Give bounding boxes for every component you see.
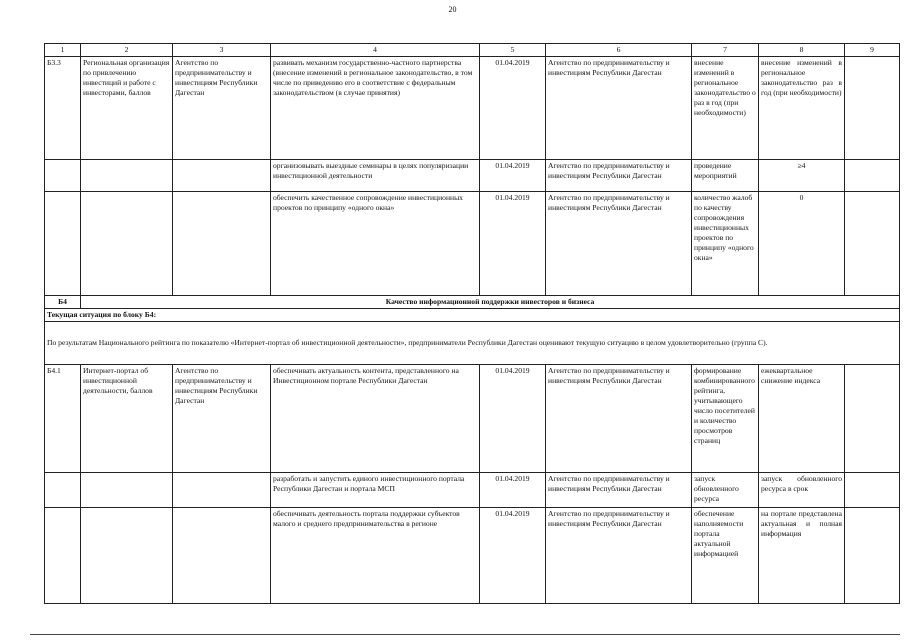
indicator-name: Региональная организация по привлечению инвестиций и работе с инвесторами, баллов [81, 57, 173, 160]
note-cell [845, 57, 900, 160]
table-row [45, 57, 900, 160]
result-indicator: количество жалоб по качеству сопровождения инвестиционных проектов по принципу «одного окна» [692, 192, 759, 296]
column-number-row [45, 44, 900, 57]
target-value: внесение изменений в региональное законодательство раз в год (при необходимости) [759, 57, 845, 160]
empty-cell [45, 192, 81, 296]
responsible-body: Агентство по предпринимательству и инвестициям Республики Дагестан [173, 57, 271, 160]
action-text: развивать механизм государственно-частного партнерства (внесение изменений в региональное законодательство, в том числе по приведению его в соответствие с федеральным законодательством (в случае принятия) [271, 57, 480, 160]
situation-label-row [45, 309, 900, 322]
result-indicator: проведение мероприятий [692, 160, 759, 192]
empty-cell [173, 473, 271, 508]
target-value: ≥4 [759, 160, 845, 192]
column-number: 2 [81, 44, 173, 57]
target-value: запуск обновленного ресурса в срок [759, 473, 845, 508]
table-row [45, 192, 900, 296]
action-text: организовывать выездные семинары в целях популяризации инвестиционной деятельности [271, 160, 480, 192]
column-number: 4 [271, 44, 480, 57]
empty-cell [45, 508, 81, 604]
empty-cell [173, 160, 271, 192]
note-cell [845, 192, 900, 296]
result-indicator: формирование комбинированного рейтинга, учитывающего число посетителей и количество просмотров страниц [692, 365, 759, 473]
empty-cell [173, 192, 271, 296]
block-code: Б4 [45, 296, 81, 309]
deadline-date: 01.04.2019 [480, 57, 546, 160]
situation-label: Текущая ситуация по блоку Б4: [45, 309, 900, 322]
empty-cell [81, 473, 173, 508]
indicator-code: Б3.3 [45, 57, 81, 160]
deadline-date: 01.04.2019 [480, 473, 546, 508]
table-row [45, 473, 900, 508]
note-cell [845, 508, 900, 604]
executor: Агентство по предпринимательству и инвестициям Республики Дагестан [546, 192, 692, 296]
column-number: 6 [546, 44, 692, 57]
responsible-body: Агентство по предпринимательству и инвестициям Республики Дагестан [173, 365, 271, 473]
executor: Агентство по предпринимательству и инвестициям Республики Дагестан [546, 57, 692, 160]
column-number: 3 [173, 44, 271, 57]
executor: Агентство по предпринимательству и инвестициям Республики Дагестан [546, 365, 692, 473]
situation-text: По результатам Национального рейтинга по показателю «Интернет-портал об инвестиционной деятельности», предприниматели Республики Дагестан оценивают текущую ситуацию в целом удовлетворительно (группа С). [45, 322, 900, 365]
note-cell [845, 473, 900, 508]
table-row [45, 365, 900, 473]
empty-cell [81, 508, 173, 604]
result-indicator: запуск обновленного ресурса [692, 473, 759, 508]
column-number: 5 [480, 44, 546, 57]
block-title-row [45, 296, 900, 309]
column-number: 7 [692, 44, 759, 57]
action-text: обеспечивать актуальность контента, представленного на Инвестиционном портале Республики Дагестан [271, 365, 480, 473]
action-text: обеспечивать деятельность портала поддержки субъектов малого и среднего предпринимательства в регионе [271, 508, 480, 604]
table-row [45, 508, 900, 604]
deadline-date: 01.04.2019 [480, 508, 546, 604]
executor: Агентство по предпринимательству и инвестициям Республики Дагестан [546, 473, 692, 508]
indicator-name: Интернет-портал об инвестиционной деятельности, баллов [81, 365, 173, 473]
note-cell [845, 365, 900, 473]
empty-cell [45, 473, 81, 508]
page-number: 20 [448, 5, 457, 14]
target-value: на портале представлена актуальная и полная информация [759, 508, 845, 604]
deadline-date: 01.04.2019 [480, 365, 546, 473]
deadline-date: 01.04.2019 [480, 192, 546, 296]
page-bottom-rule [30, 634, 900, 635]
result-indicator: обеспечение наполняемости портала актуальной информацией [692, 508, 759, 604]
target-value: ежеквартальное снижение индекса [759, 365, 845, 473]
block-title: Качество информационной поддержки инвесторов и бизнеса [81, 296, 900, 309]
empty-cell [81, 192, 173, 296]
action-text: разработать и запустить единого инвестиционного портала Республики Дагестан и портала МСП [271, 473, 480, 508]
indicator-code: Б4.1 [45, 365, 81, 473]
situation-text-row [45, 322, 900, 365]
empty-cell [81, 160, 173, 192]
empty-cell [173, 508, 271, 604]
executor: Агентство по предпринимательству и инвестициям Республики Дагестан [546, 508, 692, 604]
executor: Агентство по предпринимательству и инвестициям Республики Дагестан [546, 160, 692, 192]
result-indicator: внесение изменений в региональное законодательство о раз в год (при необходимости) [692, 57, 759, 160]
target-value: 0 [759, 192, 845, 296]
column-number: 8 [759, 44, 845, 57]
column-number: 1 [45, 44, 81, 57]
empty-cell [45, 160, 81, 192]
table-row [45, 160, 900, 192]
note-cell [845, 160, 900, 192]
action-text: обеспечить качественное сопровождение инвестиционных проектов по принципу «одного окна» [271, 192, 480, 296]
column-number: 9 [845, 44, 900, 57]
action-plan-table [44, 43, 900, 604]
deadline-date: 01.04.2019 [480, 160, 546, 192]
